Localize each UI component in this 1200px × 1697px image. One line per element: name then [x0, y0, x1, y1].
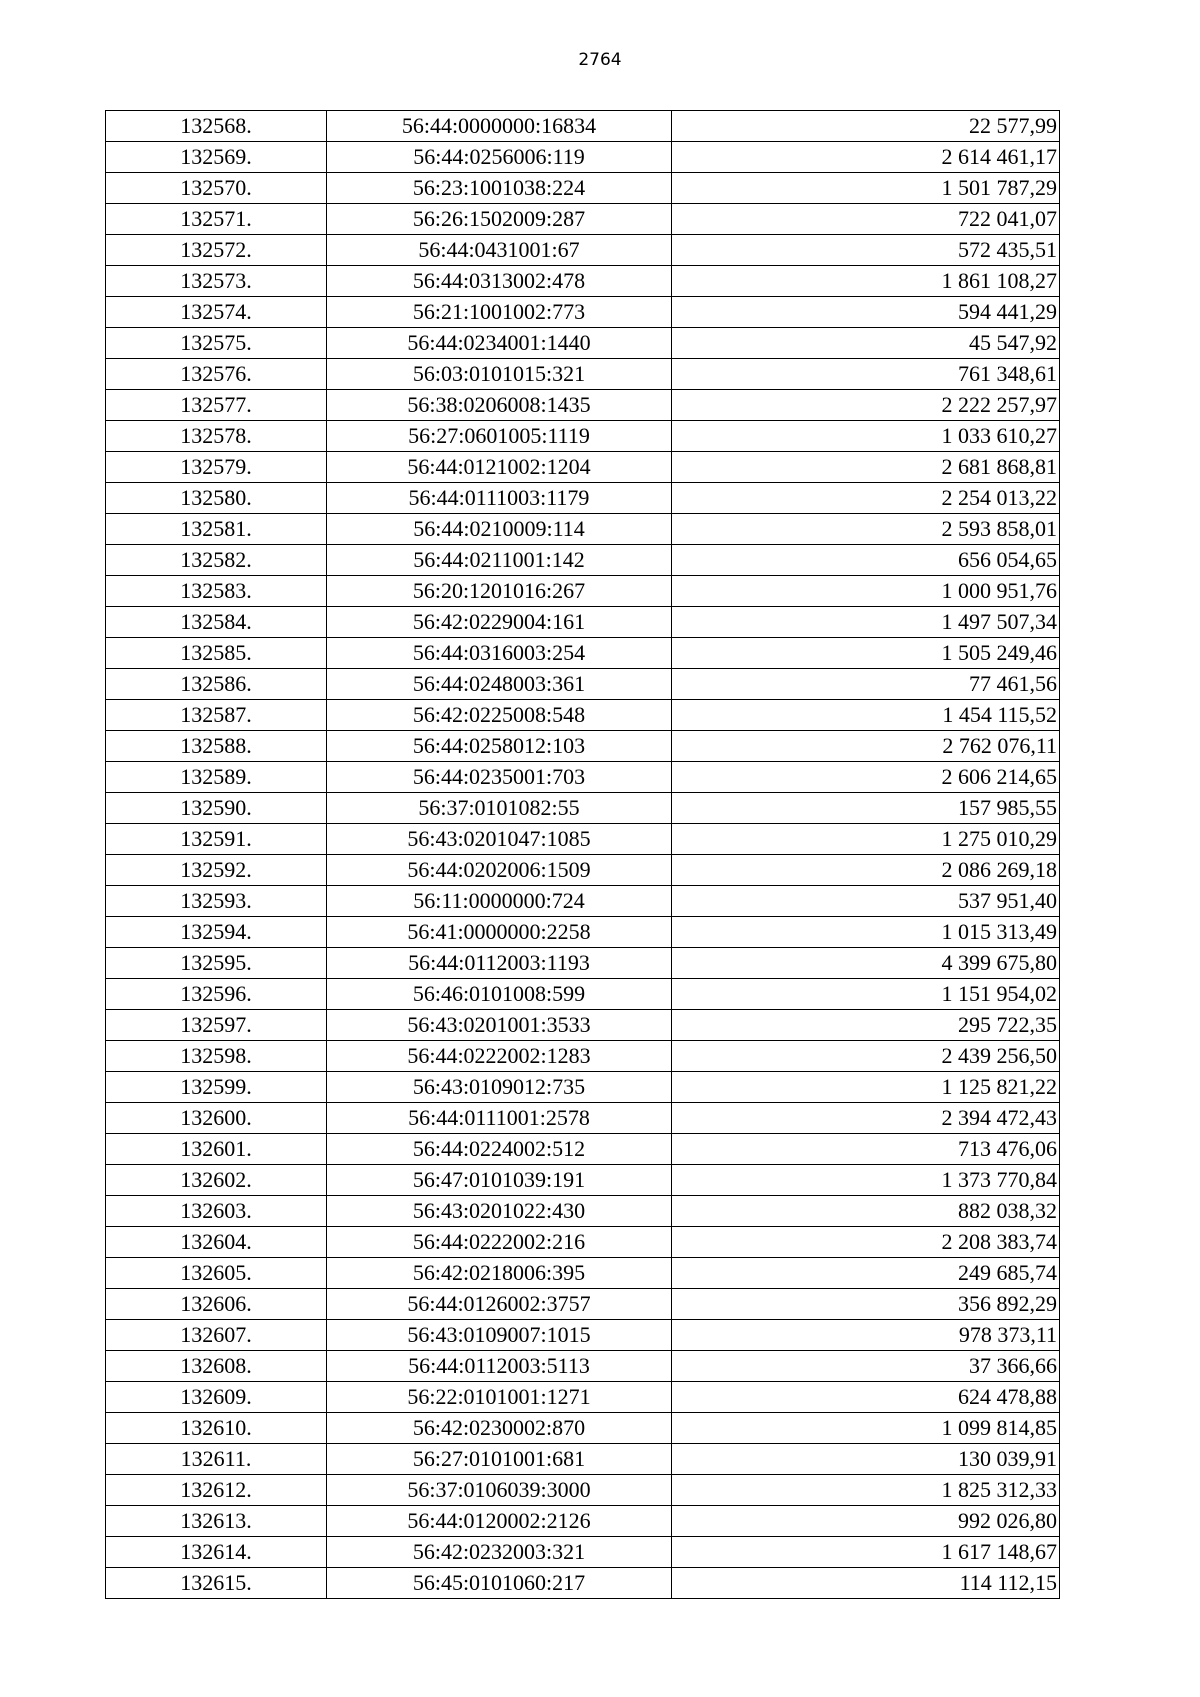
- row-number-cell: 132569.: [106, 142, 327, 173]
- cadastral-value-cell: 1 151 954,02: [672, 979, 1060, 1010]
- cadastral-value-cell: 77 461,56: [672, 669, 1060, 700]
- table-row: [106, 297, 1060, 328]
- cadastral-value-cell: 572 435,51: [672, 235, 1060, 266]
- row-number-cell: 132585.: [106, 638, 327, 669]
- cadastral-number-cell: 56:44:0111003:1179: [327, 483, 672, 514]
- cadastral-value-cell: 4 399 675,80: [672, 948, 1060, 979]
- row-number-cell: 132593.: [106, 886, 327, 917]
- row-number-cell: 132589.: [106, 762, 327, 793]
- row-number-cell: 132615.: [106, 1568, 327, 1599]
- table-row: [106, 514, 1060, 545]
- table-row: [106, 638, 1060, 669]
- row-number-cell: 132580.: [106, 483, 327, 514]
- cadastral-value-cell: 295 722,35: [672, 1010, 1060, 1041]
- cadastral-value-cell: 2 614 461,17: [672, 142, 1060, 173]
- cadastral-number-cell: 56:44:0222002:216: [327, 1227, 672, 1258]
- table-row: [106, 948, 1060, 979]
- table-row: [106, 421, 1060, 452]
- cadastral-number-cell: 56:37:0106039:3000: [327, 1475, 672, 1506]
- row-number-cell: 132572.: [106, 235, 327, 266]
- cadastral-value-cell: 2 593 858,01: [672, 514, 1060, 545]
- cadastral-number-cell: 56:42:0230002:870: [327, 1413, 672, 1444]
- table-row: [106, 1196, 1060, 1227]
- cadastral-value-cell: 1 275 010,29: [672, 824, 1060, 855]
- table-row: [106, 142, 1060, 173]
- table-row: [106, 731, 1060, 762]
- cadastral-value-cell: 2 254 013,22: [672, 483, 1060, 514]
- table-row: [106, 328, 1060, 359]
- table-row: [106, 1041, 1060, 1072]
- table-row: [106, 452, 1060, 483]
- cadastral-number-cell: 56:44:0235001:703: [327, 762, 672, 793]
- cadastral-value-table: [105, 110, 1060, 1599]
- cadastral-value-cell: 1 099 814,85: [672, 1413, 1060, 1444]
- cadastral-number-cell: 56:37:0101082:55: [327, 793, 672, 824]
- table-row: [106, 1103, 1060, 1134]
- cadastral-number-cell: 56:43:0201022:430: [327, 1196, 672, 1227]
- cadastral-value-cell: 722 041,07: [672, 204, 1060, 235]
- cadastral-number-cell: 56:44:0112003:5113: [327, 1351, 672, 1382]
- cadastral-number-cell: 56:44:0431001:67: [327, 235, 672, 266]
- cadastral-value-cell: 761 348,61: [672, 359, 1060, 390]
- cadastral-value-cell: 1 617 148,67: [672, 1537, 1060, 1568]
- cadastral-number-cell: 56:43:0201001:3533: [327, 1010, 672, 1041]
- row-number-cell: 132592.: [106, 855, 327, 886]
- row-number-cell: 132607.: [106, 1320, 327, 1351]
- row-number-cell: 132588.: [106, 731, 327, 762]
- table-row: [106, 483, 1060, 514]
- cadastral-value-cell: 978 373,11: [672, 1320, 1060, 1351]
- cadastral-number-cell: 56:11:0000000:724: [327, 886, 672, 917]
- row-number-cell: 132577.: [106, 390, 327, 421]
- cadastral-number-cell: 56:26:1502009:287: [327, 204, 672, 235]
- cadastral-number-cell: 56:44:0258012:103: [327, 731, 672, 762]
- cadastral-value-cell: 2 394 472,43: [672, 1103, 1060, 1134]
- cadastral-number-cell: 56:42:0218006:395: [327, 1258, 672, 1289]
- row-number-cell: 132582.: [106, 545, 327, 576]
- table-row: [106, 1072, 1060, 1103]
- cadastral-value-cell: 114 112,15: [672, 1568, 1060, 1599]
- cadastral-value-cell: 2 439 256,50: [672, 1041, 1060, 1072]
- cadastral-value-cell: 2 086 269,18: [672, 855, 1060, 886]
- row-number-cell: 132584.: [106, 607, 327, 638]
- table-row: [106, 917, 1060, 948]
- cadastral-value-cell: 37 366,66: [672, 1351, 1060, 1382]
- page-number: 2764: [578, 50, 622, 70]
- cadastral-value-cell: 356 892,29: [672, 1289, 1060, 1320]
- table-row: [106, 1010, 1060, 1041]
- cadastral-number-cell: 56:44:0222002:1283: [327, 1041, 672, 1072]
- cadastral-value-cell: 1 125 821,22: [672, 1072, 1060, 1103]
- cadastral-number-cell: 56:42:0229004:161: [327, 607, 672, 638]
- cadastral-value-cell: 2 208 383,74: [672, 1227, 1060, 1258]
- cadastral-number-cell: 56:21:1001002:773: [327, 297, 672, 328]
- table-row: [106, 824, 1060, 855]
- cadastral-value-cell: 624 478,88: [672, 1382, 1060, 1413]
- row-number-cell: 132602.: [106, 1165, 327, 1196]
- cadastral-number-cell: 56:44:0112003:1193: [327, 948, 672, 979]
- cadastral-number-cell: 56:44:0120002:2126: [327, 1506, 672, 1537]
- cadastral-value-cell: 2 681 868,81: [672, 452, 1060, 483]
- row-number-cell: 132598.: [106, 1041, 327, 1072]
- table-row: [106, 359, 1060, 390]
- cadastral-value-cell: 1 505 249,46: [672, 638, 1060, 669]
- table-row: [106, 1320, 1060, 1351]
- cadastral-number-cell: 56:43:0201047:1085: [327, 824, 672, 855]
- cadastral-number-cell: 56:27:0101001:681: [327, 1444, 672, 1475]
- cadastral-value-cell: 992 026,80: [672, 1506, 1060, 1537]
- table-row: [106, 545, 1060, 576]
- cadastral-number-cell: 56:42:0225008:548: [327, 700, 672, 731]
- row-number-cell: 132614.: [106, 1537, 327, 1568]
- table-row: [106, 204, 1060, 235]
- cadastral-value-cell: 1 454 115,52: [672, 700, 1060, 731]
- table-row: [106, 1165, 1060, 1196]
- row-number-cell: 132601.: [106, 1134, 327, 1165]
- row-number-cell: 132604.: [106, 1227, 327, 1258]
- table-row: [106, 1134, 1060, 1165]
- cadastral-value-cell: 713 476,06: [672, 1134, 1060, 1165]
- cadastral-value-cell: 45 547,92: [672, 328, 1060, 359]
- cadastral-value-cell: 1 861 108,27: [672, 266, 1060, 297]
- cadastral-number-cell: 56:45:0101060:217: [327, 1568, 672, 1599]
- cadastral-number-cell: 56:22:0101001:1271: [327, 1382, 672, 1413]
- table-row: [106, 1382, 1060, 1413]
- row-number-cell: 132568.: [106, 111, 327, 142]
- cadastral-value-cell: 1 000 951,76: [672, 576, 1060, 607]
- cadastral-number-cell: 56:41:0000000:2258: [327, 917, 672, 948]
- table-row: [106, 111, 1060, 142]
- row-number-cell: 132570.: [106, 173, 327, 204]
- cadastral-number-cell: 56:44:0121002:1204: [327, 452, 672, 483]
- row-number-cell: 132583.: [106, 576, 327, 607]
- cadastral-value-cell: 537 951,40: [672, 886, 1060, 917]
- row-number-cell: 132581.: [106, 514, 327, 545]
- row-number-cell: 132591.: [106, 824, 327, 855]
- cadastral-number-cell: 56:03:0101015:321: [327, 359, 672, 390]
- table-row: [106, 1537, 1060, 1568]
- row-number-cell: 132596.: [106, 979, 327, 1010]
- row-number-cell: 132609.: [106, 1382, 327, 1413]
- cadastral-number-cell: 56:43:0109012:735: [327, 1072, 672, 1103]
- cadastral-value-cell: 22 577,99: [672, 111, 1060, 142]
- table-row: [106, 979, 1060, 1010]
- row-number-cell: 132595.: [106, 948, 327, 979]
- cadastral-number-cell: 56:44:0202006:1509: [327, 855, 672, 886]
- table-row: [106, 700, 1060, 731]
- table-row: [106, 576, 1060, 607]
- cadastral-value-cell: 157 985,55: [672, 793, 1060, 824]
- table-row: [106, 1506, 1060, 1537]
- cadastral-number-cell: 56:44:0000000:16834: [327, 111, 672, 142]
- row-number-cell: 132599.: [106, 1072, 327, 1103]
- table-row: [106, 1351, 1060, 1382]
- table-row: [106, 173, 1060, 204]
- cadastral-number-cell: 56:44:0224002:512: [327, 1134, 672, 1165]
- row-number-cell: 132579.: [106, 452, 327, 483]
- row-number-cell: 132575.: [106, 328, 327, 359]
- table-row: [106, 855, 1060, 886]
- table-row: [106, 1568, 1060, 1599]
- cadastral-number-cell: 56:44:0248003:361: [327, 669, 672, 700]
- cadastral-number-cell: 56:44:0256006:119: [327, 142, 672, 173]
- cadastral-value-cell: 882 038,32: [672, 1196, 1060, 1227]
- cadastral-number-cell: 56:44:0234001:1440: [327, 328, 672, 359]
- cadastral-number-cell: 56:42:0232003:321: [327, 1537, 672, 1568]
- table-row: [106, 1475, 1060, 1506]
- cadastral-number-cell: 56:44:0316003:254: [327, 638, 672, 669]
- row-number-cell: 132611.: [106, 1444, 327, 1475]
- row-number-cell: 132576.: [106, 359, 327, 390]
- cadastral-value-cell: 1 497 507,34: [672, 607, 1060, 638]
- cadastral-number-cell: 56:44:0313002:478: [327, 266, 672, 297]
- cadastral-value-cell: 1 501 787,29: [672, 173, 1060, 204]
- row-number-cell: 132586.: [106, 669, 327, 700]
- cadastral-value-cell: 2 762 076,11: [672, 731, 1060, 762]
- row-number-cell: 132606.: [106, 1289, 327, 1320]
- row-number-cell: 132600.: [106, 1103, 327, 1134]
- cadastral-value-cell: 1 015 313,49: [672, 917, 1060, 948]
- table-row: [106, 762, 1060, 793]
- table-body: [106, 111, 1060, 1599]
- cadastral-value-cell: 2 606 214,65: [672, 762, 1060, 793]
- cadastral-value-cell: 1 825 312,33: [672, 1475, 1060, 1506]
- cadastral-number-cell: 56:47:0101039:191: [327, 1165, 672, 1196]
- row-number-cell: 132597.: [106, 1010, 327, 1041]
- table-row: [106, 793, 1060, 824]
- cadastral-number-cell: 56:38:0206008:1435: [327, 390, 672, 421]
- cadastral-number-cell: 56:44:0210009:114: [327, 514, 672, 545]
- row-number-cell: 132594.: [106, 917, 327, 948]
- table-row: [106, 266, 1060, 297]
- table-row: [106, 607, 1060, 638]
- row-number-cell: 132610.: [106, 1413, 327, 1444]
- row-number-cell: 132608.: [106, 1351, 327, 1382]
- row-number-cell: 132603.: [106, 1196, 327, 1227]
- table-row: [106, 1258, 1060, 1289]
- row-number-cell: 132587.: [106, 700, 327, 731]
- row-number-cell: 132578.: [106, 421, 327, 452]
- cadastral-value-cell: 656 054,65: [672, 545, 1060, 576]
- table-row: [106, 886, 1060, 917]
- row-number-cell: 132574.: [106, 297, 327, 328]
- table-row: [106, 235, 1060, 266]
- cadastral-value-cell: 594 441,29: [672, 297, 1060, 328]
- row-number-cell: 132612.: [106, 1475, 327, 1506]
- cadastral-number-cell: 56:43:0109007:1015: [327, 1320, 672, 1351]
- cadastral-value-cell: 130 039,91: [672, 1444, 1060, 1475]
- cadastral-number-cell: 56:23:1001038:224: [327, 173, 672, 204]
- cadastral-value-cell: 2 222 257,97: [672, 390, 1060, 421]
- row-number-cell: 132573.: [106, 266, 327, 297]
- row-number-cell: 132590.: [106, 793, 327, 824]
- cadastral-number-cell: 56:44:0111001:2578: [327, 1103, 672, 1134]
- table-row: [106, 390, 1060, 421]
- cadastral-value-cell: 249 685,74: [672, 1258, 1060, 1289]
- table-row: [106, 1444, 1060, 1475]
- cadastral-number-cell: 56:27:0601005:1119: [327, 421, 672, 452]
- row-number-cell: 132613.: [106, 1506, 327, 1537]
- row-number-cell: 132605.: [106, 1258, 327, 1289]
- cadastral-number-cell: 56:20:1201016:267: [327, 576, 672, 607]
- table-row: [106, 1227, 1060, 1258]
- cadastral-number-cell: 56:46:0101008:599: [327, 979, 672, 1010]
- table-row: [106, 669, 1060, 700]
- table-row: [106, 1413, 1060, 1444]
- cadastral-value-cell: 1 033 610,27: [672, 421, 1060, 452]
- cadastral-number-cell: 56:44:0211001:142: [327, 545, 672, 576]
- table-row: [106, 1289, 1060, 1320]
- cadastral-number-cell: 56:44:0126002:3757: [327, 1289, 672, 1320]
- row-number-cell: 132571.: [106, 204, 327, 235]
- cadastral-value-cell: 1 373 770,84: [672, 1165, 1060, 1196]
